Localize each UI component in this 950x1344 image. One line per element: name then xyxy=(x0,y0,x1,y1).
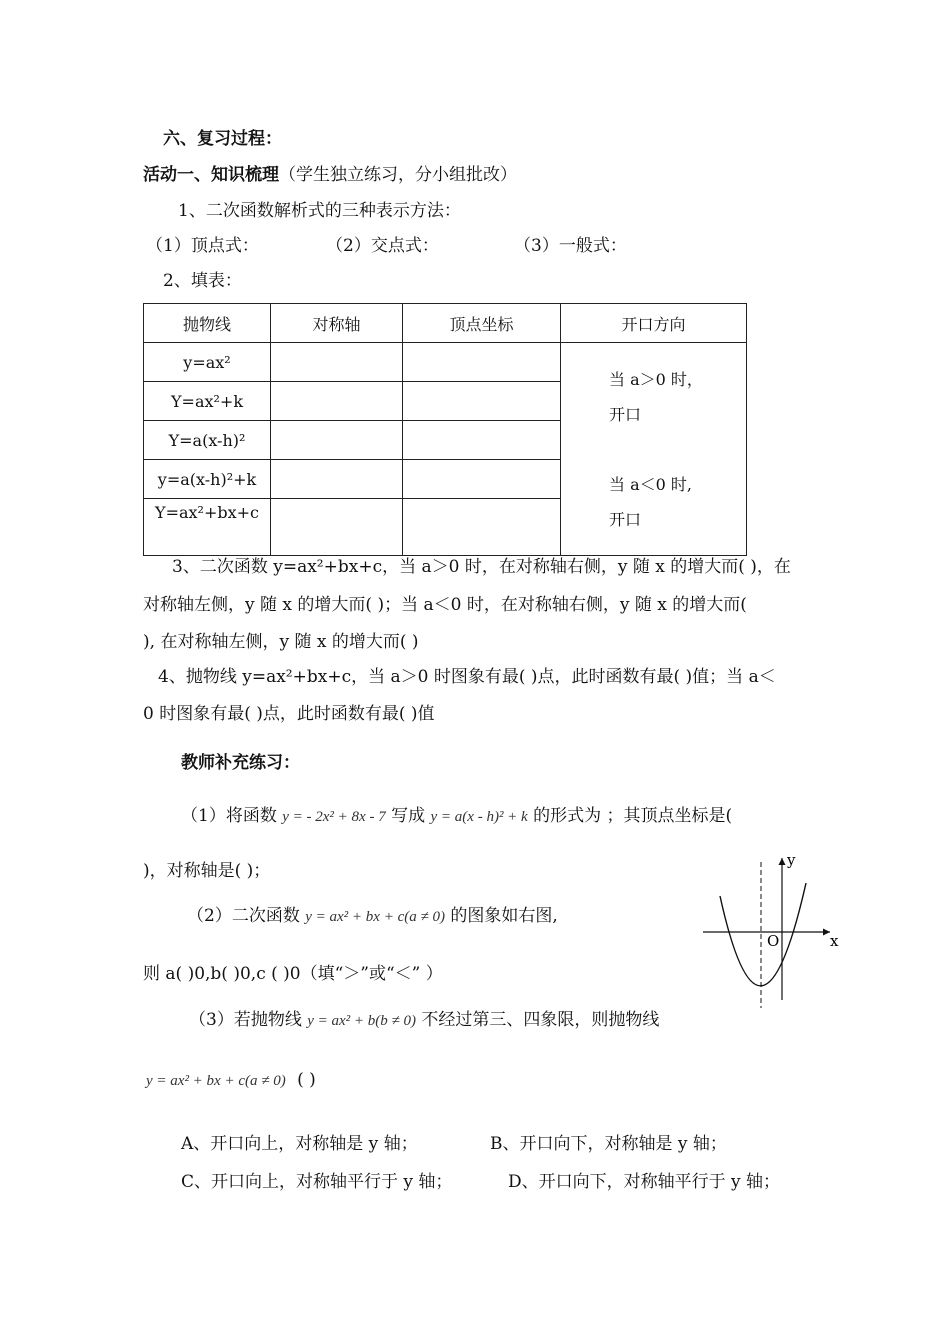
open-pos-condition: 当 a＞0 时， xyxy=(609,369,703,389)
parabola-graph xyxy=(700,850,850,1015)
activity1-note: （学生独立练习，分小组批改） xyxy=(279,165,517,185)
item2: 2、填表： xyxy=(163,271,242,291)
table-cell xyxy=(271,460,403,499)
table-cell xyxy=(403,421,561,460)
table-cell xyxy=(271,343,403,382)
item4-line2: 0 时图象有最( )点，此时函数有最( )值 xyxy=(143,704,435,724)
q1-equation-1: y = - 2x² + 8x - 7 xyxy=(282,809,386,825)
q1-text-b: 写成 xyxy=(391,806,426,826)
form-vertex: （1）顶点式： xyxy=(146,236,259,256)
table-cell xyxy=(403,460,561,499)
row-label: Y=ax²+bx+c xyxy=(144,499,271,556)
q1-line2: )，对称轴是( )； xyxy=(143,861,271,881)
q3-text-b: 不经过第三、四象限，则抛物线 xyxy=(421,1010,660,1030)
table-header: 开口方向 xyxy=(561,304,747,343)
q3-equation: y = ax² + b(b ≠ 0) xyxy=(307,1013,417,1029)
q1-text-c: 的形式为 ；其顶点坐标是( xyxy=(533,806,733,826)
activity1-heading xyxy=(143,163,517,187)
item3-line2: 对称轴左侧，y 随 x 的增大而( )；当 a＜0 时，在对称轴右侧，y 随 x 的增大而( xyxy=(143,595,747,615)
q3-answer-paren: ( ) xyxy=(297,1070,316,1090)
q3-equation-2: y = ax² + bx + c(a ≠ 0) xyxy=(146,1073,286,1089)
option-c: C、开口向上，对称轴平行于 y 轴； xyxy=(181,1172,453,1192)
option-a: A、开口向上，对称轴是 y 轴； xyxy=(181,1134,418,1154)
item4-line1: 4、抛物线 y=ax²+bx+c，当 a＞0 时图象有最( )点，此时函数有最( )值；当 a＜ xyxy=(158,667,776,687)
q2-text-a: （2）二次函数 xyxy=(187,906,300,926)
teacher-practice-title: 教师补充练习： xyxy=(181,753,300,773)
open-neg-condition: 当 a＜0 时, xyxy=(609,474,692,494)
table-cell xyxy=(271,421,403,460)
table-cell xyxy=(403,382,561,421)
table-header: 对称轴 xyxy=(271,304,403,343)
table-header: 顶点坐标 xyxy=(403,304,561,343)
question-2 xyxy=(187,904,558,929)
q2-equation: y = ax² + bx + c(a ≠ 0) xyxy=(305,909,445,925)
question-3 xyxy=(189,1008,659,1033)
row-label: Y=a(x-h)² xyxy=(144,421,271,460)
opening-direction-cell xyxy=(561,343,747,556)
q1-equation-2: y = a(x - h)² + k xyxy=(430,809,528,825)
table-cell xyxy=(271,382,403,421)
option-b: B、开口向下，对称轴是 y 轴； xyxy=(490,1134,727,1154)
parabola-table xyxy=(143,303,747,556)
row-label: Y=ax²+k xyxy=(144,382,271,421)
section-title: 六、复习过程： xyxy=(163,129,282,149)
item1: 1、二次函数解析式的三种表示方法： xyxy=(178,201,461,221)
table-header-row xyxy=(144,304,747,343)
q2-text-b: 的图象如右图, xyxy=(450,906,558,926)
form-general: （3）一般式： xyxy=(514,236,627,256)
item3-line1: 3、二次函数 y=ax²+bx+c，当 a＞0 时，在对称轴右侧，y 随 x 的增大而( )，在 xyxy=(172,557,791,577)
form-intercept: （2）交点式： xyxy=(326,236,439,256)
question-1 xyxy=(181,804,732,829)
origin-label: O xyxy=(767,932,780,950)
q3-line2 xyxy=(146,1068,316,1093)
option-d: D、开口向下，对称轴平行于 y 轴； xyxy=(508,1172,781,1192)
activity1-title: 活动一、知识梳理 xyxy=(143,165,279,185)
table-cell xyxy=(403,343,561,382)
q1-text-a: （1）将函数 xyxy=(181,806,277,826)
table-cell xyxy=(271,499,403,556)
y-axis-label: y xyxy=(787,851,796,869)
item3-line3: ), 在对称轴左侧，y 随 x 的增大而( ) xyxy=(143,632,419,652)
q2-line2: 则 a( )0,b( )0,c ( )0（填“＞”或“＜” ） xyxy=(143,964,443,984)
open-pos-label: 开口 xyxy=(609,404,642,424)
row-label: y=a(x-h)²+k xyxy=(144,460,271,499)
table-header: 抛物线 xyxy=(144,304,271,343)
open-neg-label: 开口 xyxy=(609,509,642,529)
row-label: y=ax² xyxy=(144,343,271,382)
table-row xyxy=(144,343,747,382)
parabola-curve xyxy=(720,883,806,986)
table-cell xyxy=(403,499,561,556)
q3-text-a: （3）若抛物线 xyxy=(189,1010,302,1030)
x-axis-label: x xyxy=(830,932,839,950)
